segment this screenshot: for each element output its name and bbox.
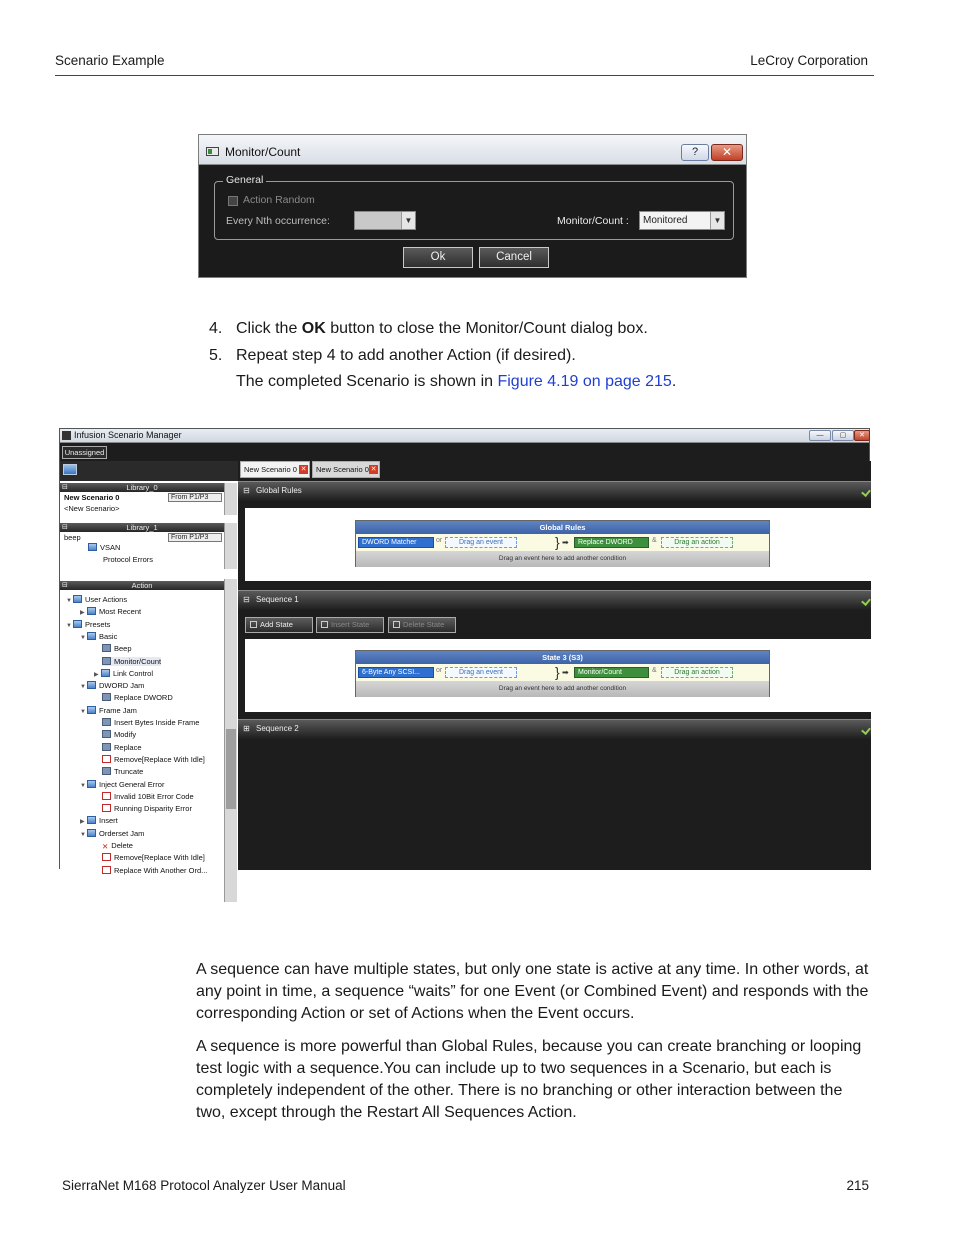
tab-new-scenario-0-second[interactable]: New Scenario 0 ✕ [312, 461, 380, 478]
tree-item[interactable] [102, 866, 207, 875]
tool-icon [102, 693, 111, 701]
sequence-2-header[interactable]: ⊞ Sequence 2 [238, 719, 871, 739]
folder-icon [87, 607, 96, 615]
tree-item[interactable] [80, 607, 141, 616]
tree-item-label: Presets [85, 619, 111, 629]
tree-item-label: Inject General Error [99, 779, 165, 789]
tree-item[interactable] [102, 657, 161, 666]
tree-item[interactable] [102, 853, 205, 862]
brace-icon: } [555, 534, 560, 550]
action-monitor-count[interactable]: Monitor/Count [574, 667, 649, 678]
step-bold: OK [301, 320, 326, 337]
tree-item[interactable] [80, 706, 137, 715]
help-button[interactable]: ? [681, 144, 709, 161]
event-6-byte-any-scsi[interactable]: 6-Byte Any SCSI... [358, 667, 434, 678]
folder-icon [87, 706, 96, 714]
minimize-icon[interactable]: — [809, 430, 831, 441]
tool-icon [102, 767, 111, 775]
step-number: 5. [209, 347, 223, 364]
close-tab-icon[interactable]: ✕ [300, 466, 307, 473]
add-condition-dropzone[interactable]: Drag an event here to add another condition [356, 681, 769, 697]
error-icon [102, 755, 111, 763]
error-icon [102, 853, 111, 861]
step-text: Repeat step 4 to add another Action (if desired). [236, 347, 576, 364]
error-icon [102, 866, 111, 874]
global-rules-header[interactable]: ⊟ Global Rules [238, 481, 871, 501]
tree-item[interactable] [80, 632, 117, 641]
cancel-button[interactable]: Cancel [479, 247, 549, 268]
tree-item-label: Link Control [113, 668, 154, 678]
dialog-title-bar [199, 135, 746, 165]
expand-down-icon[interactable]: ▼ [80, 831, 86, 838]
sequence-1-header[interactable]: ⊟ Sequence 1 [238, 590, 871, 610]
action-random-checkbox[interactable] [228, 196, 238, 206]
add-condition-dropzone[interactable]: Drag an event here to add another condition [356, 551, 769, 567]
monitor-count-value: Monitored [643, 215, 688, 226]
drag-event-slot[interactable]: Drag an event [445, 537, 517, 548]
library0-item[interactable]: <New Scenario> [64, 504, 120, 513]
folder-icon [87, 829, 96, 837]
arrow-right-icon: ➡ [562, 538, 569, 547]
tree-item[interactable] [80, 829, 144, 838]
page-number: 215 [846, 1178, 869, 1193]
tree-item[interactable] [66, 620, 110, 629]
tree-item-label: Frame Jam [99, 705, 137, 715]
folder-icon [88, 543, 97, 551]
tree-item-label: Monitor/Count [114, 656, 162, 666]
folder-icon [73, 595, 82, 603]
tree-item[interactable] [102, 693, 173, 702]
tree-item[interactable] [80, 681, 144, 690]
tree-item-label: User Actions [85, 595, 128, 604]
error-icon [102, 792, 111, 800]
check-icon [861, 596, 871, 606]
tool-icon [102, 743, 111, 751]
folder-icon [87, 681, 96, 689]
delete-icon: ✕ [102, 842, 109, 851]
expand-down-icon[interactable]: ▼ [80, 708, 86, 715]
arrow-right-icon: ➡ [562, 668, 569, 677]
action-tree-scrollbar[interactable] [224, 579, 237, 902]
add-state-button[interactable]: Add State [245, 617, 313, 633]
state-3-box [355, 650, 770, 697]
tree-item-label: Truncate [114, 767, 144, 777]
tree-item-label: Delete [111, 841, 133, 850]
tree-item[interactable] [94, 669, 153, 678]
folder-icon [73, 620, 82, 628]
expand-right-icon[interactable]: ▶ [94, 671, 99, 678]
ok-button[interactable]: Ok [403, 247, 473, 268]
delete-state-button[interactable]: Delete State [388, 617, 456, 633]
drag-event-slot[interactable]: Drag an event [445, 667, 517, 678]
general-group [214, 174, 734, 240]
dialog-title: Monitor/Count [225, 145, 301, 159]
step-number: 4. [209, 320, 223, 337]
monitor-count-select[interactable] [639, 211, 725, 230]
window-title: Infusion Scenario Manager [74, 430, 182, 440]
drag-action-slot[interactable]: Drag an action [661, 537, 733, 548]
brace-icon: } [555, 664, 560, 680]
close-button[interactable]: ✕ [711, 144, 743, 161]
library0-scenario-name[interactable]: New Scenario 0 [64, 493, 120, 502]
library-icon[interactable] [63, 464, 77, 475]
library1-from-select[interactable]: From P1/P3 [168, 533, 222, 542]
expand-right-icon[interactable]: ▶ [80, 610, 85, 617]
tree-item-label: Replace With Another Ord... [114, 865, 208, 875]
library1-item[interactable]: VSAN [88, 543, 120, 552]
global-rules-row [356, 534, 769, 551]
tree-item[interactable] [102, 792, 194, 801]
tree-item[interactable] [102, 743, 142, 752]
library1-scenario-name[interactable]: beep [64, 533, 81, 542]
folder-icon [87, 780, 96, 788]
tree-item[interactable] [102, 730, 136, 739]
step-text: Click the [236, 320, 302, 337]
tool-icon [102, 657, 111, 665]
library0-scrollbar[interactable] [224, 483, 237, 515]
action-replace-dword[interactable]: Replace DWORD [574, 537, 649, 548]
running-header-company: LeCroy Corporation [750, 53, 868, 68]
library-panel [60, 461, 238, 875]
step-text: button to close the Monitor/Count dialog box. [325, 320, 648, 337]
action-random-label: Action Random [243, 194, 315, 206]
unassigned-tab[interactable]: Unassigned [62, 446, 107, 459]
running-header-title: Scenario Example [55, 53, 165, 68]
tree-item[interactable] [102, 755, 205, 764]
tree-item-label: Remove[Replace With Idle] [114, 754, 205, 764]
nth-occurrence-label: Every Nth occurrence: [226, 215, 330, 227]
expand-right-icon[interactable]: ▶ [80, 819, 85, 826]
tree-item-label: Beep [114, 644, 132, 654]
library0-from-select[interactable]: From P1/P3 [168, 493, 222, 502]
tree-item-label: Remove[Replace With Idle] [114, 853, 205, 863]
check-icon [861, 487, 871, 497]
nth-occurrence-select[interactable] [354, 211, 416, 230]
tree-item-label: Replace DWORD [114, 693, 173, 703]
global-rules-canvas [245, 508, 871, 581]
tree-item-label: Insert [99, 816, 118, 826]
expand-down-icon[interactable]: ▼ [80, 634, 86, 641]
window-title-bar [60, 429, 869, 443]
error-icon [102, 804, 111, 812]
library0-bar[interactable]: ⊟ Library_0 [60, 483, 224, 492]
tab-new-scenario-0[interactable]: New Scenario 0 ✕ [240, 461, 310, 478]
check-icon [861, 725, 871, 735]
insert-state-button[interactable]: Insert State [316, 617, 384, 633]
tree-item-label: Modify [114, 730, 137, 740]
close-tab-icon[interactable]: ✕ [370, 466, 377, 473]
folder-icon [87, 816, 96, 824]
and-label: & [652, 537, 657, 544]
paragraph-sequence-power: A sequence is more powerful than Global Rules, because you can create branching or looping test logic with a sequence.You can include up to two sequences in a Scenario, but each is completely independent of the other. There is no branching or other interaction between the two, except through the Restart All Sequences Action. [196, 1038, 862, 1121]
action-bar[interactable]: ⊟ Action [60, 581, 224, 590]
and-label: & [652, 667, 657, 674]
note-text: . [671, 373, 677, 390]
monitor-count-dialog [198, 134, 747, 278]
paragraph-sequence-states: A sequence can have multiple states, but only one state is active at any time. In other words, at any point in time, a sequence “waits” for one Event (or Combined Event) and responds with the corresponding Action or set of Actions when the Event occurs. [196, 961, 869, 1022]
event-dword-matcher[interactable]: DWORD Matcher [358, 537, 434, 548]
folder-icon [101, 669, 110, 677]
global-rules-box [355, 520, 770, 567]
chevron-down-icon[interactable]: ▼ [710, 212, 724, 229]
expand-down-icon[interactable]: ▼ [66, 598, 72, 604]
maximize-icon[interactable]: ▢ [832, 430, 854, 441]
tree-item-label: Replace [114, 742, 142, 752]
expand-down-icon[interactable]: ▼ [80, 684, 86, 691]
scenario-editor [238, 461, 871, 870]
app-icon [62, 431, 71, 440]
tree-item[interactable] [102, 644, 132, 653]
tool-icon [102, 730, 111, 738]
tree-item-label: Basic [99, 631, 118, 641]
note-text: The completed Scenario is shown in [236, 373, 498, 390]
sequence-toolbar [238, 613, 871, 639]
tree-item[interactable] [80, 780, 164, 789]
close-icon[interactable]: ✕ [854, 430, 870, 441]
global-rules-title: Global Rules [356, 521, 769, 534]
tree-item-label: Orderset Jam [99, 828, 145, 838]
general-group-label: General [223, 174, 266, 186]
sequence-1-canvas [245, 639, 871, 712]
tree-item[interactable] [102, 804, 192, 813]
or-label: or [436, 537, 443, 544]
tree-item[interactable] [102, 841, 133, 851]
folder-icon [87, 632, 96, 640]
tree-item[interactable] [66, 595, 127, 604]
library1-item[interactable]: Protocol Errors [103, 555, 154, 564]
tree-item-label: DWORD Jam [99, 681, 145, 691]
tool-icon [102, 718, 111, 726]
drag-action-slot[interactable]: Drag an action [661, 667, 733, 678]
tree-item[interactable] [80, 816, 118, 825]
scenario-manager-window [59, 428, 870, 875]
tree-item[interactable] [102, 718, 199, 727]
state-row [356, 664, 769, 681]
tree-item-label: Insert Bytes Inside Frame [114, 718, 200, 727]
library1-scrollbar[interactable] [224, 523, 237, 569]
expand-down-icon[interactable]: ▼ [80, 782, 86, 789]
window-icon [206, 147, 219, 156]
tool-icon [102, 644, 111, 652]
panel-toolbar [60, 461, 238, 481]
step-5 [209, 347, 576, 365]
state-title: State 3 (S3) [356, 651, 769, 664]
tree-item-label: Invalid 10Bit Error Code [114, 791, 194, 801]
tree-item-label: Running Disparity Error [114, 804, 192, 814]
library1-bar[interactable]: ⊟ Library_1 [60, 523, 224, 532]
step-4 [209, 320, 648, 338]
monitor-count-label: Monitor/Count : [557, 215, 629, 227]
tree-item[interactable] [102, 767, 143, 776]
footer-manual-title: SierraNet M168 Protocol Analyzer User Manual [62, 1178, 346, 1193]
expand-down-icon[interactable]: ▼ [66, 622, 72, 629]
tree-item-label: Most Recent [99, 607, 142, 617]
figure-link[interactable]: Figure 4.19 on page 215 [497, 373, 672, 390]
figure-reference-note [236, 373, 676, 391]
header-rule [55, 75, 874, 76]
or-label: or [436, 667, 443, 674]
chevron-down-icon[interactable]: ▼ [401, 212, 415, 229]
